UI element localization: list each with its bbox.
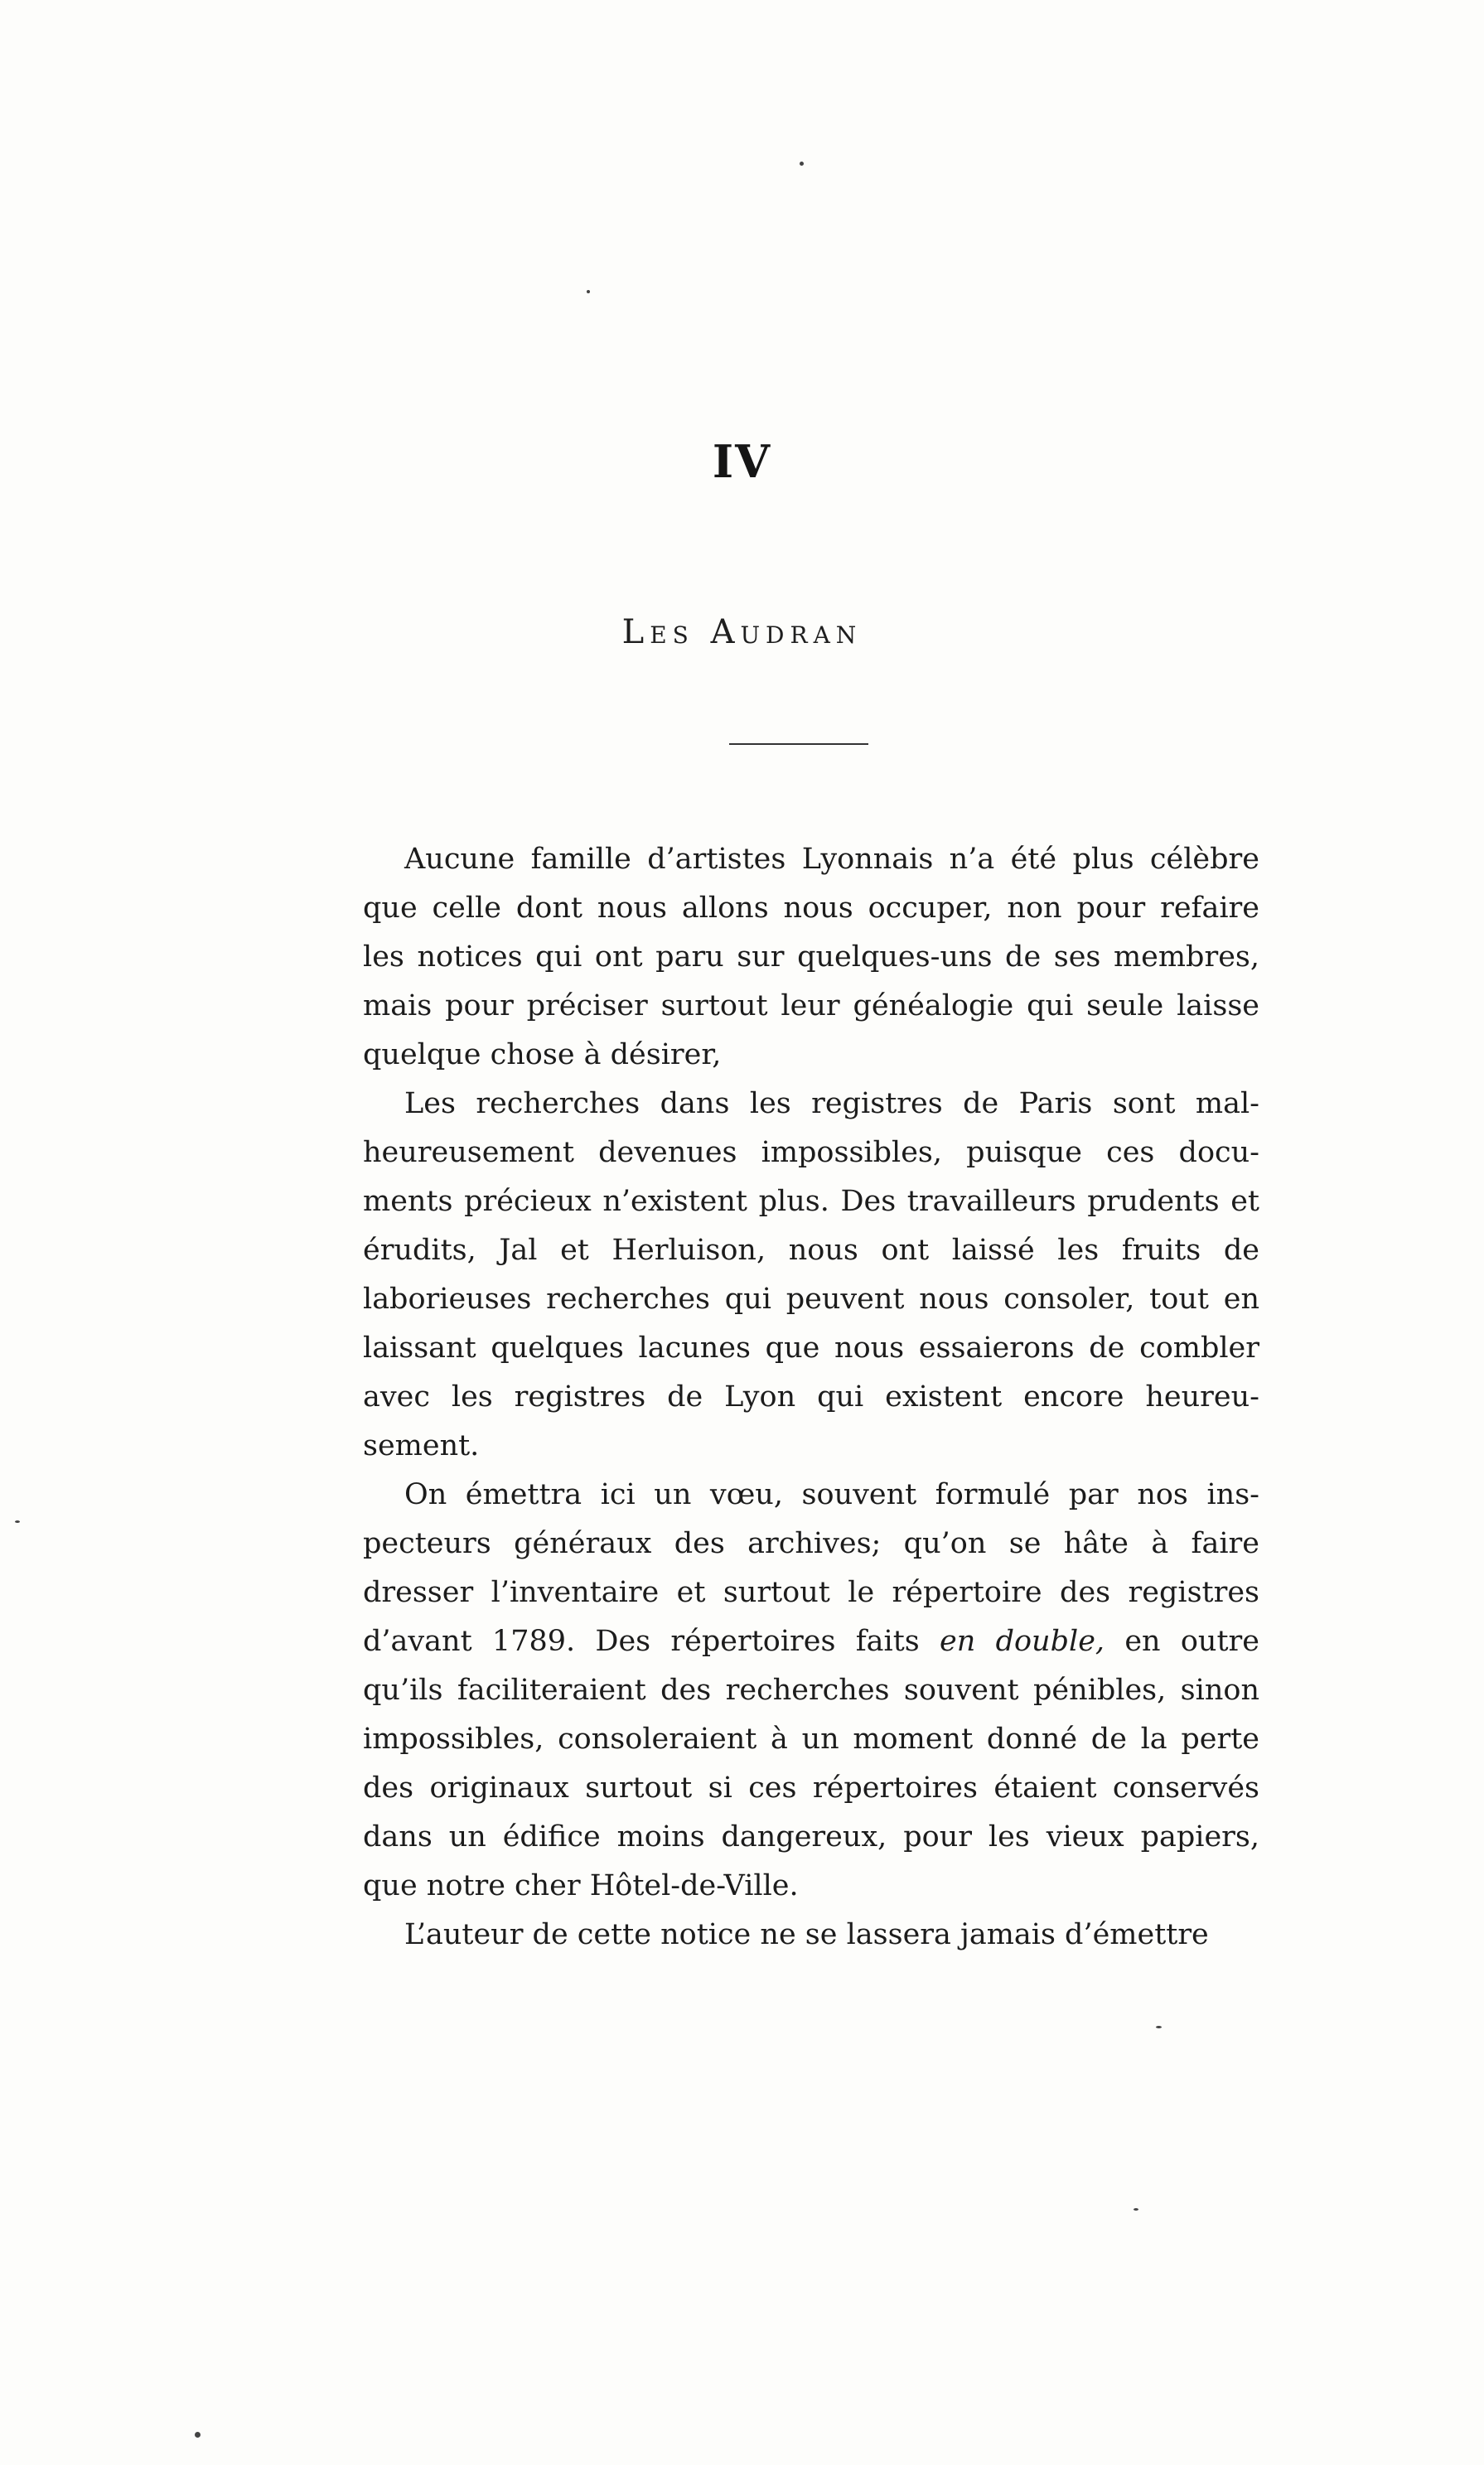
scan-speck xyxy=(800,162,804,166)
scan-speck xyxy=(15,1520,20,1523)
scan-speck xyxy=(1134,2208,1138,2211)
title-divider xyxy=(729,743,868,745)
body-text xyxy=(363,835,1259,1960)
scan-speck xyxy=(195,2432,201,2438)
scan-speck xyxy=(1156,2026,1162,2028)
paragraph-2: Les recherches dans les registres de Paris sont malheureusement devenues impossibles, puisque ces documents précieux n’existent plus. Des travailleurs prudents et érudits, Jal et Herluison, nous ont laissé les fruits de laborieuses recherches qui peuvent nous consoler, tout en laissant quelques lacunes que nous essaierons de combler avec les registres de Lyon qui existent encore heureusement. xyxy=(363,1087,1259,1462)
scan-speck xyxy=(587,290,590,293)
paragraph-3-text-after: en outre qu’ils faciliteraient des recherches souvent pénibles, sinon impossibles, consoleraient à un moment donné de la perte des originaux surtout si ces répertoires étaient conservés dans un édifice moins dangereux, pour les vieux papiers, que notre cher Hôtel-de-Ville. xyxy=(363,1625,1259,1902)
chapter-number: IV xyxy=(712,435,772,488)
paragraph-1: Aucune famille d’artistes Lyonnais n’a été plus célèbre que celle dont nous allons nous occuper, non pour refaire les notices qui ont paru sur quelques-uns de ses membres, mais pour préciser surtout leur généalogie qui seule laisse quelque chose à désirer, xyxy=(363,843,1259,1071)
paragraph-3-italic: en double, xyxy=(940,1625,1105,1658)
paragraph-4: L’auteur de cette notice ne se lassera jamais d’émettre xyxy=(404,1918,1209,1951)
chapter-title: Les Audran xyxy=(621,613,863,651)
paragraph-3 xyxy=(363,1471,1259,1911)
paragraph-3-text-before: On émettra ici un vœu, souvent formulé par nos inspecteurs généraux des archives; qu’on se hâte à faire dresser l’inventaire et surtout le répertoire des registres d’avant 1789. Des répertoires faits xyxy=(363,1478,1259,1658)
